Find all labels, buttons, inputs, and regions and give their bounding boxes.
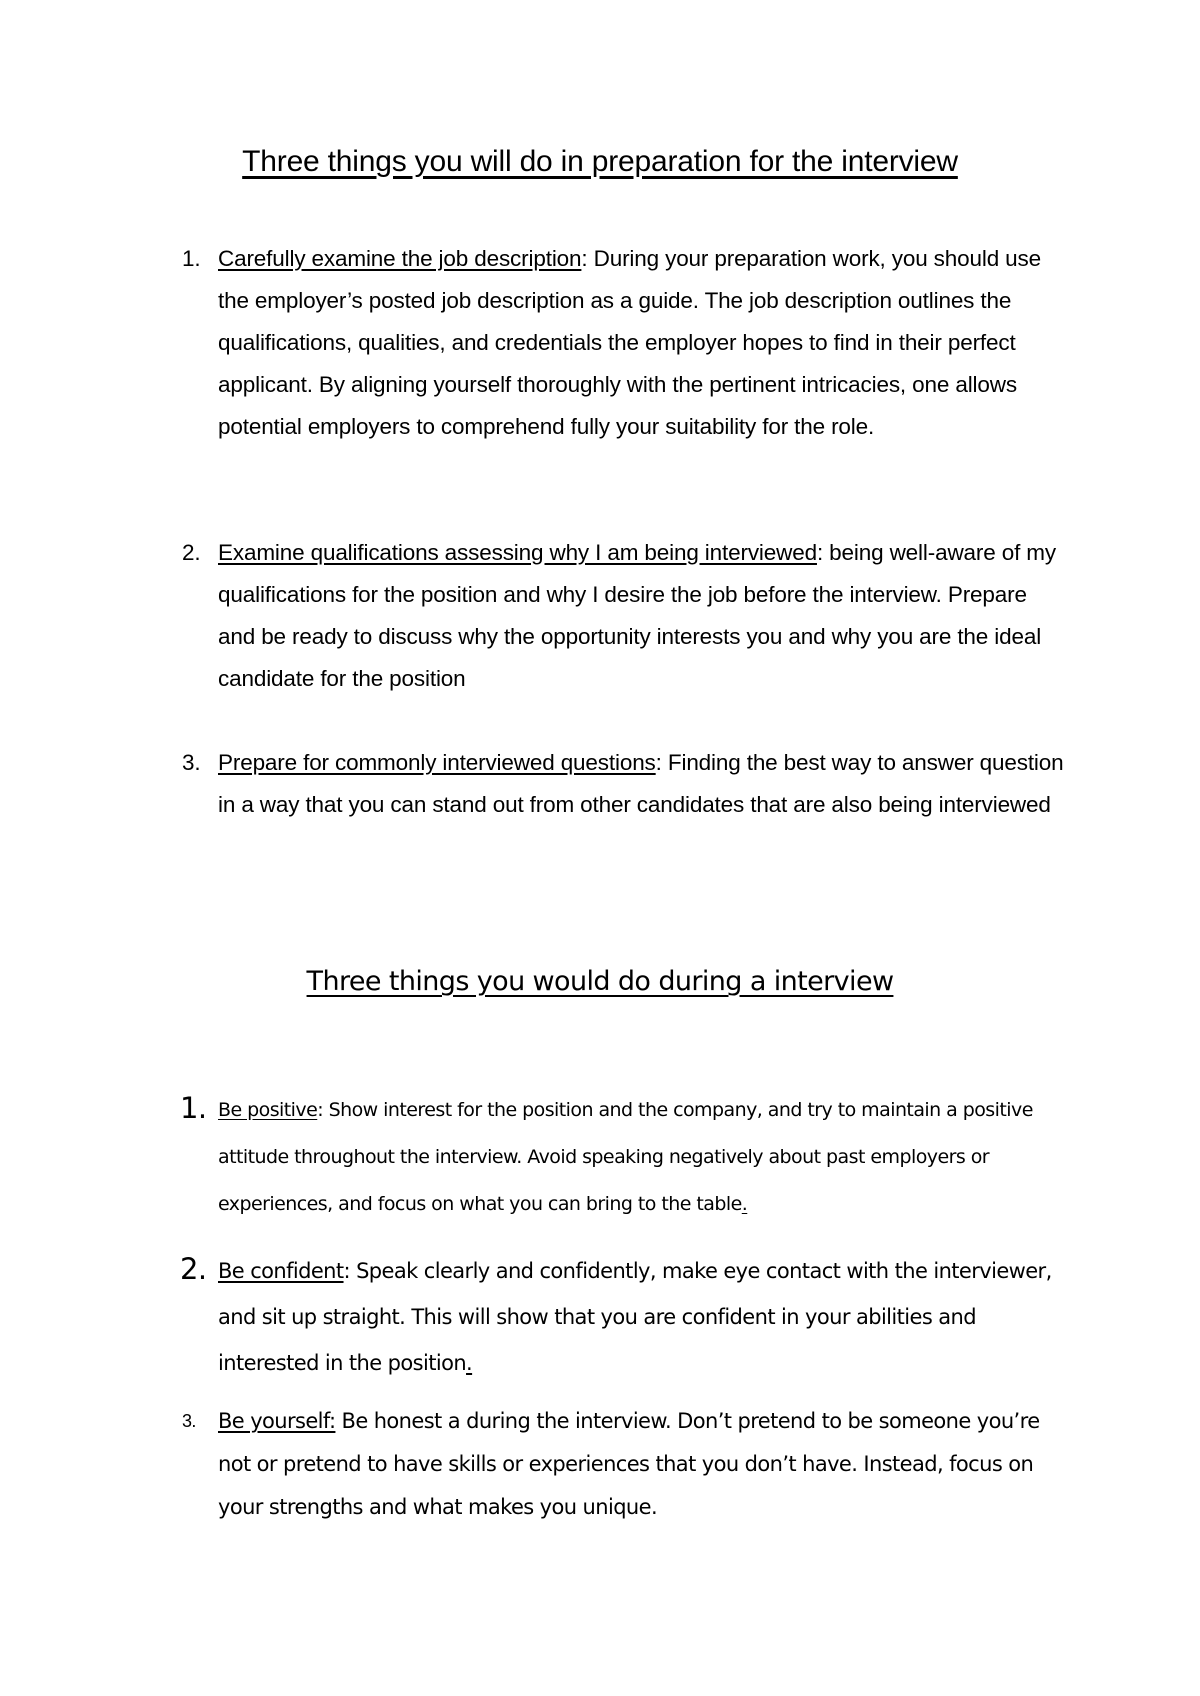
- list-item-title: Examine qualifications assessing why I am being interviewed: [218, 540, 817, 565]
- list-item: [182, 532, 1068, 700]
- list-item: [182, 1400, 1068, 1529]
- list-item: [182, 742, 1068, 826]
- list-item: [180, 1087, 1068, 1228]
- list-item-title: Be yourself:: [218, 1409, 336, 1433]
- section2-heading: Three things you would do during a interview: [306, 966, 894, 997]
- list-number: 3.: [182, 750, 201, 775]
- list-body: [218, 1259, 1052, 1375]
- list-number: 2.: [182, 540, 201, 565]
- list-item-title: Carefully examine the job description: [218, 246, 582, 271]
- list-item: [180, 1248, 1068, 1386]
- list-body: [218, 540, 1056, 691]
- list-item-text: : Show interest for the position and the company, and try to maintain a positive attitude throughout the interview. Avoid speaking negatively about past employers or experiences, and focus on what you can bring to the table: [218, 1099, 1033, 1215]
- list-item-title: Be positive: [218, 1099, 318, 1121]
- list-item-text: Be honest a during the interview. Don’t pretend to be someone you’re not or pretend to have skills or experiences that you don’t have. Instead, focus on your strengths and what makes you unique.: [218, 1409, 1040, 1519]
- list-item-text: : being well-aware of my qualifications for the position and why I desire the job before the interview. Prepare and be ready to discuss why the opportunity interests you and why you are the ideal candidate for the position: [218, 540, 1056, 691]
- list-item: [182, 238, 1068, 448]
- list-item-text: : Speak clearly and confidently, make eye contact with the interviewer, and sit up straight. This will show that you are confident in your abilities and interested in the position: [218, 1259, 1052, 1375]
- list-number: 1.: [182, 246, 201, 271]
- list-item-end: .: [741, 1193, 748, 1215]
- list-item-end: .: [466, 1351, 473, 1375]
- list-number: 3.: [182, 1411, 196, 1431]
- list-item-text: : Finding the best way to answer question in a way that you can stand out from other candidates that are also being interviewed: [218, 750, 1064, 817]
- list-item-title: Be confident: [218, 1259, 344, 1283]
- list-item-title: Prepare for commonly interviewed questions: [218, 750, 656, 775]
- list-body: [218, 246, 1041, 439]
- list-item-text: : During your preparation work, you should use the employer’s posted job description as a guide. The job description outlines the qualifications, qualities, and credentials the employer hopes to find in their perfect applicant. By aligning yourself thoroughly with the pertinent intricacies, one allows potential employers to comprehend fully your suitability for the role.: [218, 246, 1042, 439]
- list-number: 2.: [180, 1252, 207, 1286]
- list-number: 1.: [180, 1091, 207, 1125]
- section1-heading: Three things you will do in preparation for the interview: [242, 145, 958, 178]
- list-body: [218, 750, 1064, 817]
- list-body: [218, 1409, 1040, 1519]
- list-body: [218, 1099, 1033, 1215]
